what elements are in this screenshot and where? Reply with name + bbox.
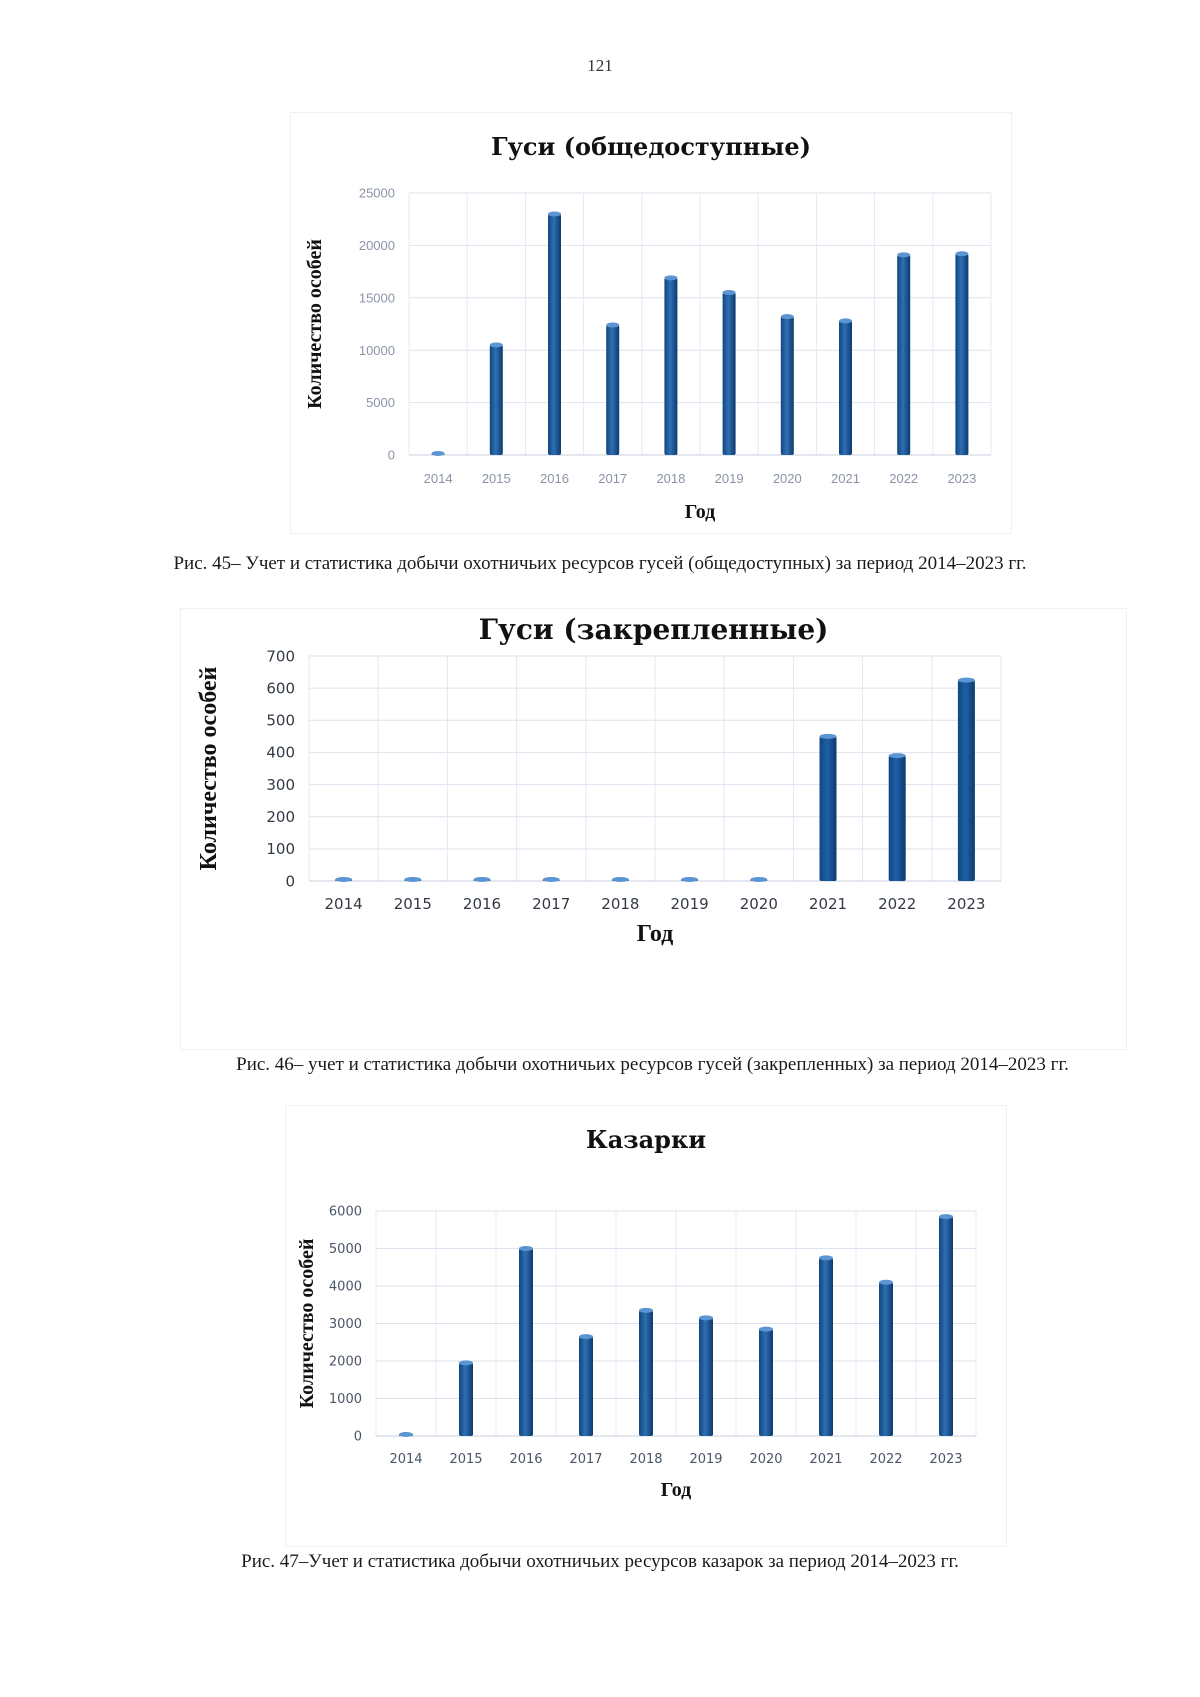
bar-cap-2016: [474, 877, 491, 882]
bar-cap-2020: [781, 314, 794, 319]
bar-cap-2018: [664, 275, 677, 280]
y-tick-label: 4000: [328, 1279, 362, 1295]
bar-cap-2021: [819, 1255, 833, 1260]
y-tick-label: 10000: [358, 342, 395, 358]
bar-cap-2015: [404, 877, 421, 882]
bar-cap-2016: [548, 211, 561, 216]
x-tick-label: 2022: [869, 1452, 903, 1467]
x-tick-label: 2014: [423, 471, 453, 486]
x-tick-label: 2021: [809, 1452, 843, 1467]
bar-2023: [939, 1217, 953, 1436]
bar-2017: [606, 325, 619, 455]
bar-cap-2018: [612, 877, 629, 882]
bar-2021: [839, 321, 852, 455]
chart-panel-brant: [285, 1105, 1007, 1547]
x-tick-label: 2014: [389, 1452, 423, 1467]
bar-2018: [664, 278, 677, 455]
bar-cap-2014: [335, 877, 352, 882]
chart-title: Казарки: [585, 1125, 707, 1154]
figure-caption-46: Рис. 46– учет и статистика добычи охотничьих ресурсов гусей (закрепленных) за период 2014–2023 гг.: [236, 1054, 1069, 1075]
bar-cap-2021: [820, 734, 837, 739]
bar-cap-2016: [519, 1246, 533, 1251]
bar-cap-2014: [399, 1432, 413, 1437]
bar-2023: [955, 254, 968, 455]
y-tick-label: 100: [266, 840, 295, 859]
bar-cap-2023: [955, 251, 968, 256]
bar-cap-2022: [879, 1280, 893, 1285]
bar-2020: [759, 1329, 773, 1436]
bar-2016: [548, 214, 561, 455]
y-tick-label: 1000: [328, 1392, 362, 1408]
y-tick-label: 200: [266, 807, 295, 826]
x-tick-label: 2021: [831, 471, 860, 486]
y-axis-label: Количество особей: [196, 666, 222, 871]
x-tick-label: 2022: [889, 471, 919, 486]
bar-cap-2015: [459, 1360, 473, 1365]
y-tick-label: 20000: [358, 237, 395, 253]
x-tick-label: 2023: [929, 1452, 963, 1467]
x-tick-label: 2020: [772, 471, 802, 486]
y-tick-label: 25000: [358, 185, 395, 201]
y-tick-label: 400: [266, 743, 295, 762]
bar-2019: [699, 1318, 713, 1436]
x-tick-label: 2020: [749, 1452, 783, 1467]
y-axis-label: Количество особей: [304, 239, 326, 409]
bar-cap-2020: [759, 1327, 773, 1332]
bar-cap-2023: [958, 678, 975, 683]
bar-cap-2020: [750, 877, 767, 882]
y-tick-label: 500: [266, 711, 295, 730]
y-tick-label: 700: [266, 647, 295, 666]
y-tick-label: 2000: [328, 1354, 362, 1370]
chart-panel-geese-public: [290, 112, 1012, 534]
x-tick-label: 2018: [656, 471, 686, 486]
x-tick-label: 2023: [947, 471, 977, 486]
x-tick-label: 2020: [739, 895, 778, 913]
bar-2019: [723, 293, 736, 455]
x-tick-label: 2018: [601, 895, 640, 913]
bar-2022: [879, 1282, 893, 1436]
x-tick-label: 2016: [509, 1452, 543, 1467]
page-number: 121: [587, 56, 613, 75]
bar-2020: [781, 317, 794, 455]
bar-2022: [889, 756, 906, 881]
bar-cap-2014: [432, 451, 445, 456]
x-axis-label: Год: [636, 921, 674, 947]
bar-cap-2019: [699, 1315, 713, 1320]
bar-2023: [958, 680, 975, 881]
y-tick-label: 5000: [328, 1242, 362, 1258]
chart-title: Гуси (общедоступные): [491, 132, 811, 161]
x-tick-label: 2016: [540, 471, 569, 486]
x-tick-label: 2023: [947, 895, 986, 913]
bar-cap-2019: [723, 290, 736, 295]
y-tick-label: 6000: [328, 1204, 362, 1220]
bar-cap-2022: [897, 252, 910, 257]
bar-cap-2017: [606, 323, 619, 328]
y-tick-label: 0: [353, 1429, 362, 1445]
x-tick-label: 2019: [714, 471, 744, 486]
bar-cap-2021: [839, 318, 852, 323]
y-tick-label: 15000: [358, 290, 395, 306]
x-tick-label: 2018: [629, 1452, 663, 1467]
x-tick-label: 2022: [878, 895, 917, 913]
chart-geese-public: [291, 113, 1011, 533]
chart-title: Гуси (закрепленные): [478, 613, 829, 646]
y-tick-label: 5000: [366, 395, 395, 411]
x-tick-label: 2017: [532, 895, 571, 913]
bar-cap-2015: [490, 342, 503, 347]
bar-cap-2019: [681, 877, 698, 882]
bar-2018: [639, 1310, 653, 1436]
x-tick-label: 2016: [462, 895, 502, 913]
x-tick-label: 2015: [393, 895, 432, 913]
chart-geese-assigned: [181, 609, 1126, 1049]
y-tick-label: 0: [387, 447, 395, 463]
chart-brant: [286, 1106, 1006, 1546]
x-tick-label: 2015: [449, 1452, 483, 1467]
figure-caption-45: Рис. 45– Учет и статистика добычи охотничьих ресурсов гусей (общедоступных) за период 2014–2023 гг.: [173, 553, 1027, 574]
bar-2021: [819, 1258, 833, 1436]
bar-cap-2022: [889, 753, 906, 758]
x-axis-label: Год: [684, 501, 716, 523]
x-tick-label: 2019: [670, 895, 709, 913]
bar-cap-2017: [543, 877, 560, 882]
y-tick-label: 300: [266, 775, 295, 794]
y-tick-label: 600: [266, 679, 295, 698]
y-axis-label: Количество особей: [296, 1238, 318, 1409]
bar-2015: [459, 1363, 473, 1436]
bar-2017: [579, 1337, 593, 1436]
figure-caption-47: Рис. 47–Учет и статистика добычи охотничьих ресурсов казарок за период 2014–2023 гг.: [241, 1551, 959, 1572]
y-tick-label: 0: [285, 872, 295, 891]
bar-cap-2017: [579, 1334, 593, 1339]
x-tick-label: 2021: [808, 895, 848, 913]
bar-cap-2018: [639, 1308, 653, 1313]
x-tick-label: 2017: [569, 1452, 603, 1467]
bar-2016: [519, 1249, 533, 1437]
bar-cap-2023: [939, 1214, 953, 1219]
bar-2015: [490, 345, 503, 455]
x-axis-label: Год: [660, 1479, 692, 1501]
x-tick-label: 2015: [481, 471, 511, 486]
bar-2022: [897, 255, 910, 455]
x-tick-label: 2014: [324, 895, 363, 913]
x-tick-label: 2017: [598, 471, 628, 486]
x-tick-label: 2019: [689, 1452, 723, 1467]
y-tick-label: 3000: [328, 1317, 362, 1333]
bar-2021: [820, 736, 837, 881]
chart-panel-geese-assigned: [180, 608, 1127, 1050]
